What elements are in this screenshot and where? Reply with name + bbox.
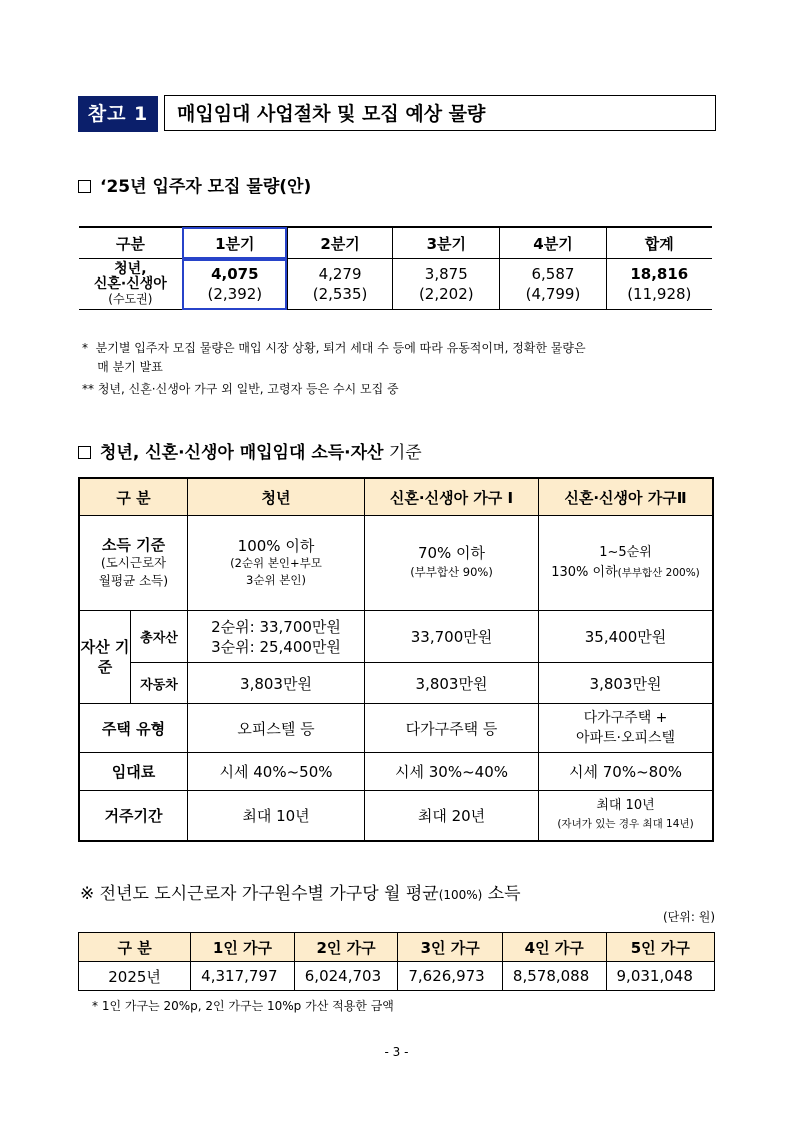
cell-sub: (부부합산 200%) — [617, 567, 700, 579]
cell-main: 1~5순위 — [599, 545, 652, 560]
section3-heading-end: 소득 — [482, 884, 521, 904]
income-couple2 — [539, 516, 714, 611]
cell-sub: (자녀가 있는 경우 최대 14년) — [557, 818, 694, 831]
col-header: 4인 가구 — [502, 933, 606, 962]
table-row-asset-car — [79, 663, 713, 704]
section1-heading — [78, 172, 311, 197]
row-label-line: 청년, — [114, 260, 147, 277]
cell-sub: (2,535) — [312, 285, 368, 303]
table-row-income — [79, 516, 713, 611]
cell-sub: (11,928) — [627, 285, 692, 303]
section2-heading-bold: 청년, 신혼·신생아 매입임대 소득·자산 — [100, 443, 384, 463]
cell-value: 6,024,703 — [294, 962, 398, 991]
row-label-period: 거주기간 — [79, 791, 188, 841]
row-label-line: 신혼·신생아 — [93, 275, 167, 292]
cell-main: 6,587 — [531, 265, 575, 283]
income-label-sub: (도시근로자 — [100, 555, 167, 570]
col-header: 합계 — [606, 227, 712, 259]
cell-year: 2025년 — [79, 962, 191, 991]
table-row — [79, 962, 715, 991]
col-header: 구 분 — [79, 478, 188, 516]
rent-couple2: 시세 70%~80% — [539, 753, 714, 791]
cell-q1 — [182, 259, 287, 310]
table-row-housing — [79, 704, 713, 753]
cell-value: 7,626,973 — [398, 962, 503, 991]
section3-note: * 1인 가구는 20%p, 2인 가구는 10%p 가산 적용한 금액 — [92, 999, 394, 1013]
cell-main: 2순위: 33,700만원 — [211, 617, 341, 636]
cell-sub: (2,392) — [207, 285, 263, 303]
col-header: 1인 가구 — [191, 933, 295, 962]
section2-heading-light: 기준 — [383, 443, 422, 463]
row-label-income — [79, 516, 188, 611]
car-couple1: 3,803만원 — [365, 663, 539, 704]
note-line: ** 청년, 신혼·신생아 가구 외 일반, 고령자 등은 수시 모집 중 — [82, 382, 399, 396]
row-label-total-asset: 총자산 — [131, 611, 188, 663]
col-header: 신혼·신생아 가구Ⅱ — [539, 478, 714, 516]
reference-tag: 참고 1 — [78, 96, 158, 132]
note-line: * 분기별 입주자 모집 물량은 매입 시장 상황, 퇴거 세대 수 등에 따라 유동적이며, 정확한 물량은 — [82, 341, 586, 355]
recruitment-volume-table — [79, 226, 712, 310]
note-line: 매 분기 발표 — [82, 360, 163, 374]
income-asset-criteria-table — [78, 477, 714, 842]
section3-heading-main: ※ 전년도 도시근로자 가구원수별 가구당 월 평균 — [80, 884, 439, 904]
col-header: 3분기 — [393, 227, 500, 259]
cell-main: 4,279 — [318, 265, 362, 283]
table-row-rent — [79, 753, 713, 791]
rent-youth: 시세 40%~50% — [188, 753, 365, 791]
household-income-table — [78, 932, 715, 991]
section3-heading — [80, 879, 521, 904]
col-header: 청년 — [188, 478, 365, 516]
cell-sub: (2,202) — [418, 285, 474, 303]
section1-notes — [82, 339, 722, 399]
cell-value: 4,317,797 — [191, 962, 295, 991]
checkbox-square-icon — [78, 446, 91, 459]
cell-main: 3순위: 25,400만원 — [211, 637, 341, 656]
col-header: 구 분 — [79, 933, 191, 962]
row-label-rent: 임대료 — [79, 753, 188, 791]
total-asset-couple2: 35,400만원 — [539, 611, 714, 663]
period-couple2 — [539, 791, 714, 841]
table-row-period — [79, 791, 713, 841]
row-label-car: 자동차 — [131, 663, 188, 704]
cell-q2 — [287, 259, 392, 310]
checkbox-square-icon — [78, 180, 91, 193]
reference-title: 매입임대 사업절차 및 모집 예상 물량 — [164, 95, 716, 131]
rent-couple1: 시세 30%~40% — [365, 753, 539, 791]
cell-q3 — [393, 259, 500, 310]
table-header-row — [79, 933, 715, 962]
section3-heading-small: (100%) — [438, 888, 483, 902]
col-header: 4분기 — [500, 227, 606, 259]
income-youth — [188, 516, 365, 611]
cell-main: 70% 이하 — [417, 544, 486, 562]
page-number: - 3 - — [384, 1045, 409, 1059]
cell-main: 130% 이하 — [551, 565, 618, 580]
row-label-region: (수도권) — [108, 291, 153, 306]
row-label-asset: 자산 기준 — [79, 611, 131, 704]
income-couple1 — [365, 516, 539, 611]
section2-heading — [78, 438, 422, 463]
cell-main: 아파트·오피스텔 — [575, 730, 676, 746]
cell-sub: (4,799) — [525, 285, 581, 303]
cell-value: 9,031,048 — [606, 962, 714, 991]
cell-q4 — [500, 259, 606, 310]
income-label-sub: 월평균 소득) — [98, 573, 169, 588]
col-header: 2분기 — [287, 227, 392, 259]
table-row — [79, 259, 712, 310]
unit-label: (단위: 원) — [663, 910, 715, 924]
col-header: 2인 가구 — [294, 933, 398, 962]
cell-main: 3,875 — [424, 265, 468, 283]
cell-sub: (부부합산 90%) — [410, 565, 493, 579]
table-header-row — [79, 478, 713, 516]
car-youth: 3,803만원 — [188, 663, 365, 704]
table-row-asset-total — [79, 611, 713, 663]
housing-couple1: 다가구주택 등 — [365, 704, 539, 753]
income-label: 소득 기준 — [101, 536, 166, 554]
period-couple1: 최대 20년 — [365, 791, 539, 841]
section1-heading-text: ‘25년 입주자 모집 물량(안) — [100, 177, 312, 197]
total-asset-couple1: 33,700만원 — [365, 611, 539, 663]
cell-sub: 3순위 본인) — [246, 572, 306, 587]
col-header: 구분 — [79, 227, 182, 259]
cell-main: 18,816 — [630, 265, 689, 283]
housing-youth: 오피스텔 등 — [188, 704, 365, 753]
table-header-row — [79, 227, 712, 259]
period-youth: 최대 10년 — [188, 791, 365, 841]
cell-value: 8,578,088 — [502, 962, 606, 991]
col-header: 5인 가구 — [606, 933, 714, 962]
col-header: 신혼·신생아 가구 Ⅰ — [365, 478, 539, 516]
cell-sub: (2순위 본인+부모 — [230, 555, 322, 570]
col-header: 3인 가구 — [398, 933, 503, 962]
cell-main: 4,075 — [211, 265, 259, 283]
housing-couple2 — [539, 704, 714, 753]
cell-main: 다가구주택 + — [583, 710, 668, 726]
col-header: 1분기 — [182, 227, 287, 259]
row-label — [79, 259, 182, 310]
row-label-housing: 주택 유형 — [79, 704, 188, 753]
cell-total — [606, 259, 712, 310]
total-asset-youth — [188, 611, 365, 663]
cell-main: 최대 10년 — [596, 798, 655, 814]
cell-main: 100% 이하 — [237, 536, 315, 555]
car-couple2: 3,803만원 — [539, 663, 714, 704]
